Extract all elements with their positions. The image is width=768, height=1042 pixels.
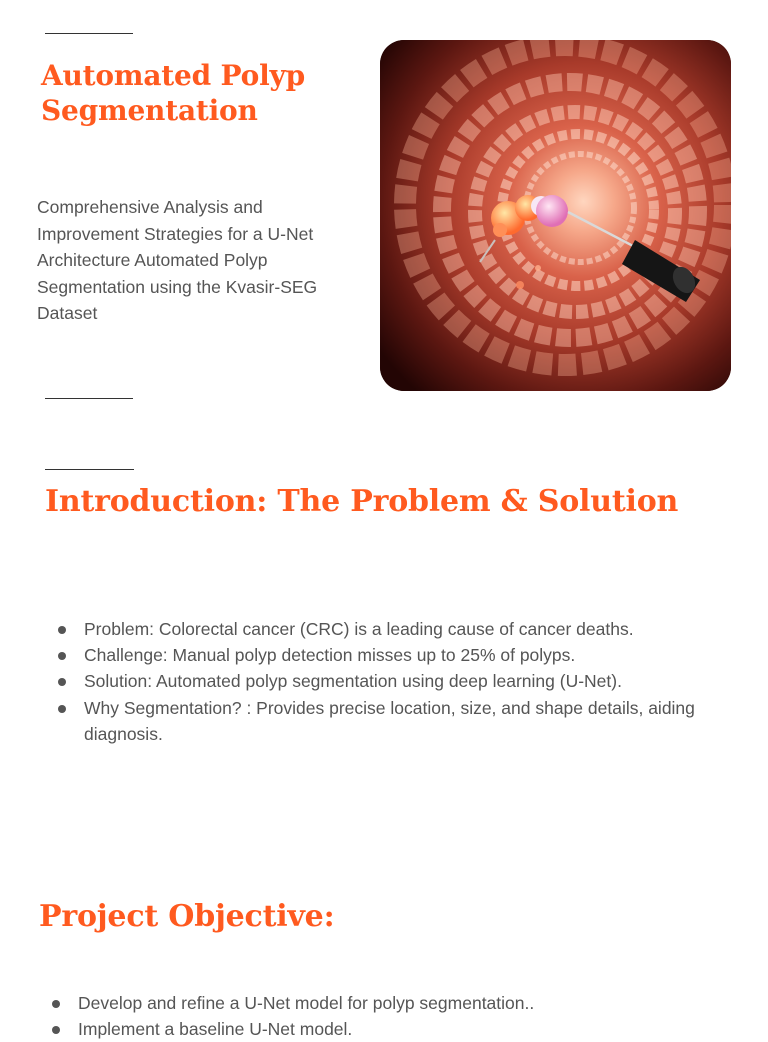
hero-image [380,40,731,391]
introduction-bullet-list [54,616,704,747]
page-title: Automated Polyp Segmentation [41,59,305,127]
list-item: Challenge: Manual polyp detection misses up to 25% of polyps. [54,642,704,668]
section-heading-introduction: Introduction: The Problem & Solution [45,484,679,519]
list-item: Implement a baseline U-Net model. [48,1016,728,1042]
list-item: Develop and refine a U-Net model for polyp segmentation.. [48,990,728,1016]
divider-rule [45,398,133,399]
divider-rule [45,469,134,470]
divider-rule [45,33,133,34]
list-item: Solution: Automated polyp segmentation using deep learning (U-Net). [54,668,704,694]
objective-bullet-list [48,990,728,1042]
page-subtitle: Comprehensive Analysis and Improvement Strategies for a U-Net Architecture Automated Polyp Segmentation using the Kvasir-SEG Dataset [37,197,318,323]
section-heading-objective: Project Objective: [39,899,335,934]
list-item: Problem: Colorectal cancer (CRC) is a leading cause of cancer deaths. [54,616,704,642]
list-item: Why Segmentation? : Provides precise location, size, and shape details, aiding diagnosis. [54,695,704,747]
endoscopy-illustration [380,40,731,391]
